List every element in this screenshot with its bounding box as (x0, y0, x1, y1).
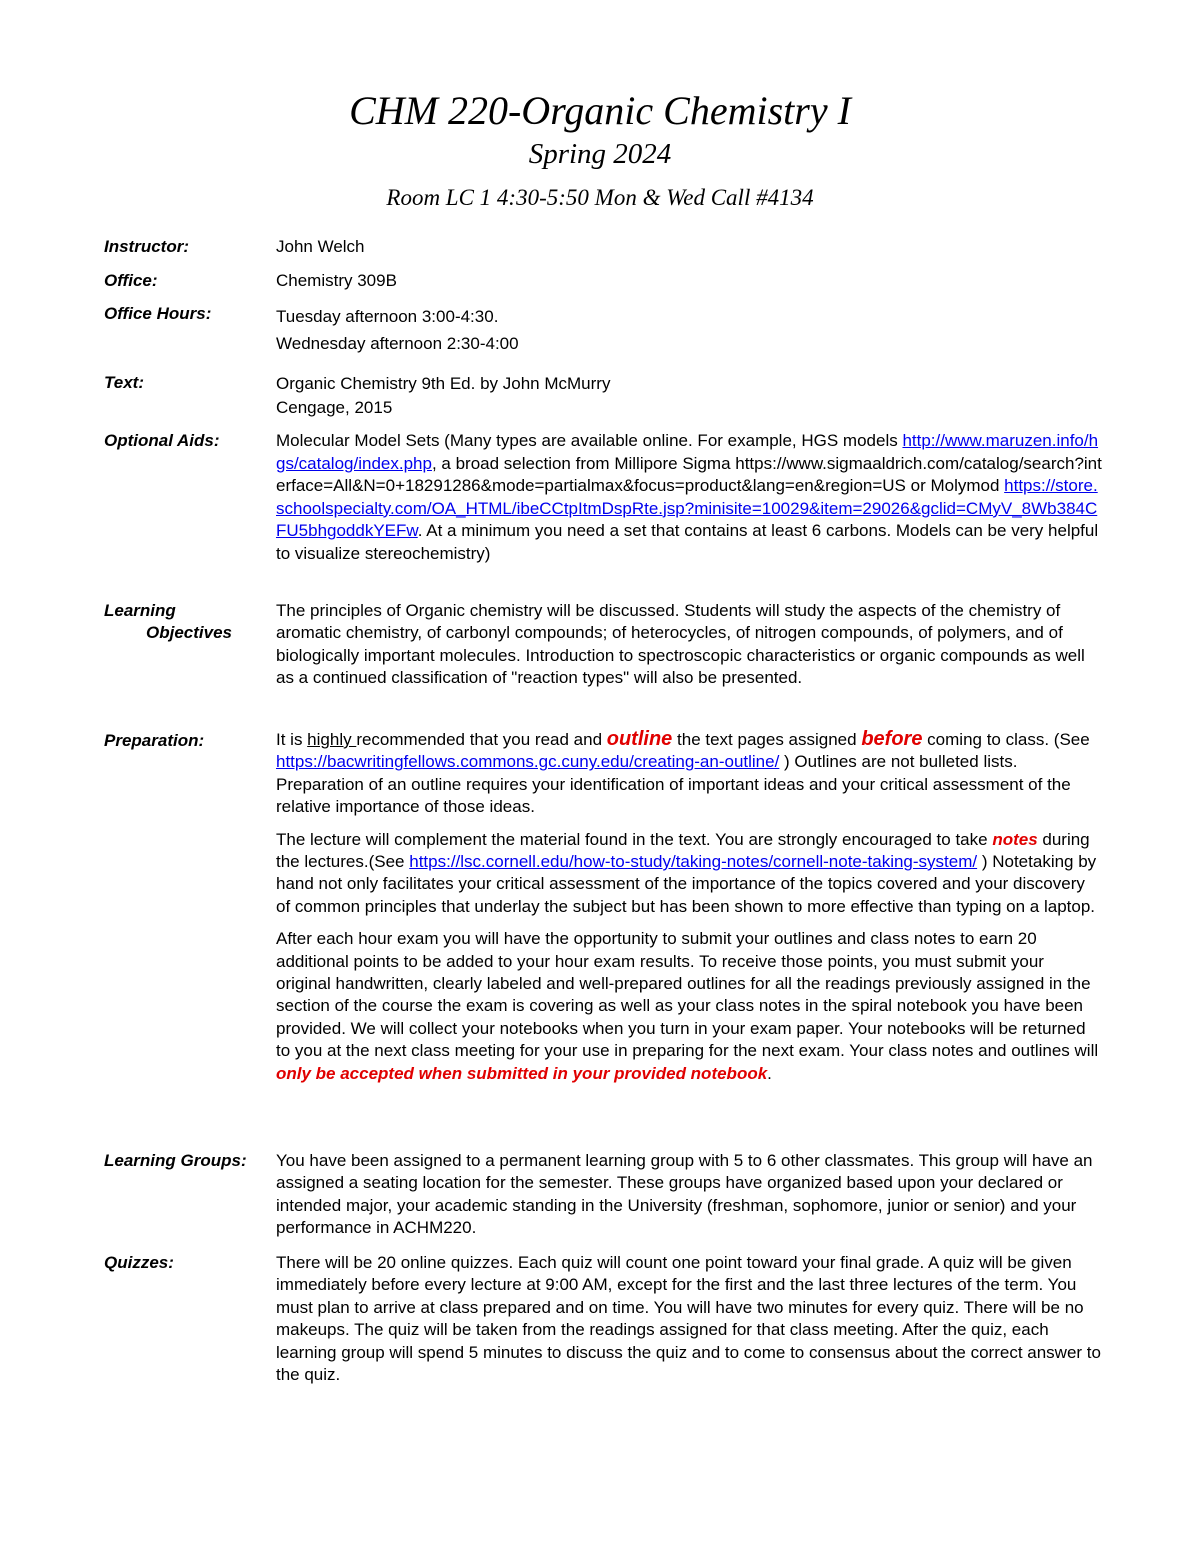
course-title: CHM 220-Organic Chemistry I (349, 88, 851, 133)
creating-outline-link[interactable]: https://bacwritingfellows.commons.gc.cuny.edu/creating-an-outline/ (276, 752, 780, 772)
prep-p2-c: ) Notetaking by hand not only facilitates your critical assessment of the importance of the topics covered and your discovery of common principles that underlay the subject but has been shown to more effective than typing on a laptop. (276, 852, 1097, 916)
text-label: Text: (104, 373, 144, 392)
prep-p1-c: the text pages assigned (672, 730, 862, 749)
office-hours-line-1: Tuesday afternoon 3:00-4:30. (276, 307, 499, 326)
optional-aids-text (276, 430, 1102, 566)
instructor-value: John Welch (276, 237, 365, 256)
outline-emphasis: outline (606, 728, 673, 750)
optional-aids-intro: Molecular Model Sets (Many types are available online. For example, HGS models (276, 431, 903, 450)
preparation-text (276, 728, 1102, 1085)
text-value (276, 372, 1102, 420)
cornell-notes-link[interactable]: https://lsc.cornell.edu/how-to-study/taking-notes/cornell-note-taking-system/ (409, 852, 978, 872)
prep-p3-end: . (767, 1063, 772, 1083)
prep-p2-b: during the lectures.(See (276, 829, 1090, 872)
instructor-label: Instructor: (104, 237, 189, 256)
learning-groups-label: Learning Groups: (104, 1151, 247, 1170)
prep-p3-a: After each hour exam you will have the opportunity to submit your outlines and class notes to earn 20 additional points to be added to your hour exam results. To receive those points, you must submit your original handwritten, clearly labeled and well-prepared outlines for all the readings previously assigned in the section of the course the exam is covering as well as your class notes in the spiral notebook you have been provided. We will collect your notebooks when you turn in your exam paper. Your notebooks will be returned to you at the next class meeting for your use in preparing for the next exam. Your class notes and outlines will (276, 929, 1099, 1061)
hgs-models-link[interactable]: http://www.maruzen.info/hgs/catalog/index.php (276, 431, 1099, 473)
highly-emphasis: highly (307, 730, 357, 749)
office-value: Chemistry 309B (276, 271, 397, 290)
preparation-paragraph-2 (276, 829, 1102, 919)
notes-emphasis: notes (992, 829, 1038, 849)
course-term: Spring 2024 (528, 138, 672, 170)
prep-p1-b: recommended that you read and (356, 730, 607, 749)
preparation-label: Preparation: (104, 731, 205, 750)
optional-aids-outro: . At a minimum you need a set that contains at least 6 carbons. Models can be very helpful to visualize stereochemistry) (276, 521, 1099, 563)
quizzes-text: There will be 20 online quizzes. Each quiz will count one point toward your final grade. A quiz will be given immediately before every lecture at 9:00 AM, except for the first and the last three lectures of the term. You must plan to arrive at class prepared and on time. You will have two minutes for every quiz. There will be no makeups. The quiz will be taken from the readings assigned for that class meeting. After the quiz, each learning group will spend 5 minutes to discuss the quiz and to come to consensus about the correct answer to the quiz. (276, 1253, 1101, 1385)
quizzes-label: Quizzes: (104, 1253, 174, 1272)
preparation-paragraph-1 (276, 728, 1102, 819)
learning-objectives-text: The principles of Organic chemistry will be discussed. Students will study the aspects of the chemistry of aromatic chemistry, of carbonyl compounds; of heterocycles, of nitrogen compounds, of polymers, and of biologically important molecules. Introduction to spectroscopic characteristics or organic compounds as well as a continued classification of "reaction types" will also be presented. (276, 601, 1085, 688)
optional-aids-label: Optional Aids: (104, 431, 220, 450)
notebook-requirement-emphasis: only be accepted when submitted in your provided notebook (276, 1063, 768, 1083)
office-label: Office: (104, 271, 158, 290)
prep-p1-e: ) Outlines are not bulleted lists. Preparation of an outline requires your identification of important ideas and your critical assessment of the relative importance of those ideas. (276, 752, 1071, 817)
school-specialty-link[interactable]: https://store.schoolspecialty.com/OA_HTML/ibeCCtpItmDspRte.jsp?minisite=10029&item=29026&gclid=CMyV_8Wb384CFU5bhgoddkYEFw (276, 476, 1098, 541)
preparation-paragraph-3 (276, 928, 1102, 1085)
prep-p2-a: The lecture will complement the material found in the text. You are strongly encouraged to take (276, 829, 993, 849)
learning-groups-text: You have been assigned to a permanent learning group with 5 to 6 other classmates. This group will have an assigned a seating location for the semester. These groups have organized based upon your declared or intended major, your academic standing in the University (freshman, sophomore, junior or senior) and your performance in ACHM220. (276, 1151, 1093, 1238)
office-hours-label: Office Hours: (104, 304, 212, 323)
textbook-title: Organic Chemistry 9th Ed. by John McMurry (276, 374, 611, 393)
textbook-publisher: Cengage, 2015 (276, 398, 393, 417)
learning-objectives-label-line-2: Objectives (146, 623, 232, 642)
office-hours-line-2: Wednesday afternoon 2:30-4:00 (276, 334, 519, 353)
office-hours-value (276, 303, 1102, 357)
room-schedule: Room LC 1 4:30-5:50 Mon & Wed Call #4134 (386, 185, 814, 210)
prep-p1-d: coming to class. (See (922, 730, 1090, 749)
optional-aids-mid: , a broad selection from Millipore Sigma https://www.sigmaaldrich.com/catalog/search?interface=All&N=0+18291286&mode=partialmax&focus=product&lang=en&region=US or Molymod (276, 453, 1102, 496)
prep-p1-a: It is (276, 730, 308, 749)
learning-objectives-label-line-1: Learning (104, 601, 176, 620)
learning-objectives-label (104, 600, 274, 644)
before-emphasis: before (861, 728, 923, 750)
